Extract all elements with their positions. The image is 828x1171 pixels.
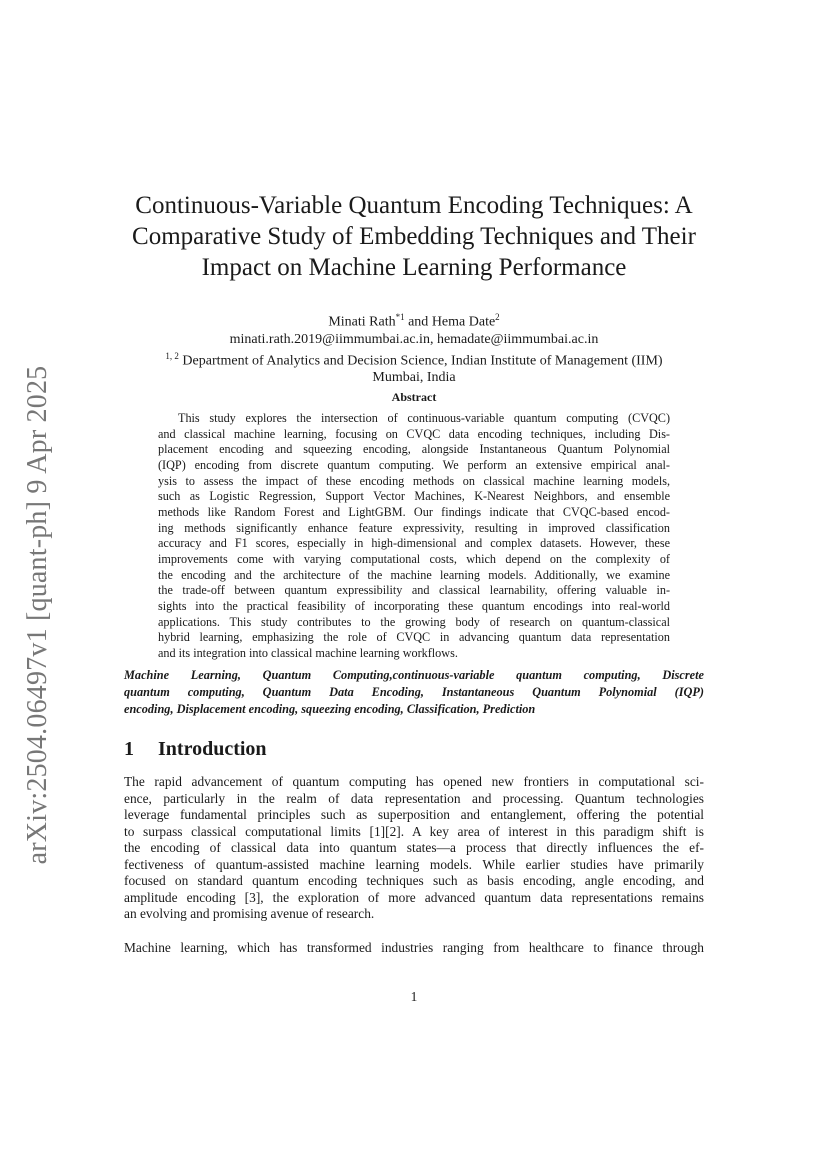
- section-number: 1: [124, 738, 134, 760]
- abstract-line: accuracy and F1 scores, especially in high-dimensional and complex datasets. However, these: [158, 536, 670, 551]
- abstract-line: (IQP) encoding from discrete quantum computing. We perform an extensive empirical anal-: [158, 457, 670, 472]
- paragraph-line: Machine learning, which has transformed industries ranging from healthcare to finance through: [124, 940, 704, 955]
- abstract-body: [158, 411, 670, 662]
- paragraph-line: to surpass classical computational limits [1][2]. A key area of interest in this paradigm shift is: [124, 823, 704, 839]
- abstract-line: and its integration into classical machine learning workflows.: [158, 645, 458, 660]
- paragraph-line: an evolving and promising avenue of research.: [124, 906, 375, 921]
- author-1-marker: *1: [395, 312, 405, 322]
- abstract-line: improvements come with varying computational costs, which depend on the complexity of: [158, 551, 670, 566]
- keywords-line: encoding, Displacement encoding, squeezing encoding, Classification, Prediction: [124, 702, 536, 717]
- title-line: Continuous-Variable Quantum Encoding Techniques: A: [135, 192, 693, 219]
- paragraph-line: focused on standard quantum encoding techniques such as basis encoding, angle encoding, and: [124, 873, 704, 888]
- author-affiliation: [124, 348, 704, 370]
- affiliation-text: Department of Analytics and Decision Science, Indian Institute of Management (IIM): [182, 353, 663, 369]
- paragraph-line: leverage fundamental principles such as superposition and entanglement, offering the potential: [124, 807, 704, 822]
- author-1: Minati Rath: [328, 314, 396, 330]
- abstract-line: the trade-off between quantum expressibility and classical learnability, offering valuable in-: [158, 583, 670, 598]
- abstract-line: the encoding and the architecture of the machine learning models. Additionally, we examine: [158, 567, 670, 582]
- author-emails: minati.rath.2019@iimmumbai.ac.in, hemadate@iimmumbai.ac.in: [229, 331, 599, 347]
- author-block: [124, 309, 704, 386]
- abstract-line: and classical machine learning, focusing on CVQC data encoding techniques, including Dis-: [158, 426, 670, 441]
- affiliation-marker: 1, 2: [165, 350, 179, 361]
- abstract-line: hybrid learning, emphasizing the role of CVQC in advancing quantum data representation: [158, 630, 670, 645]
- abstract-line: methods like Random Forest and LightGBM. Our findings indicate that CVQC-based encod-: [158, 504, 670, 519]
- abstract-heading: Abstract: [391, 390, 437, 404]
- paragraph-line: amplitude encoding [3], the exploration of more advanced quantum data representations remains: [124, 889, 704, 905]
- abstract-line: sights into the practical feasibility of incorporating these quantum encodings into real-world: [158, 598, 670, 613]
- abstract-line: applications. This study contributes to the growing body of research on quantum-classical: [158, 614, 670, 629]
- intro-paragraph: [124, 940, 704, 957]
- abstract-line: ing methods significantly enhance feature expressivity, resulting in improved classification: [158, 520, 670, 535]
- keywords-line: quantum computing, Quantum Data Encoding, Instantaneous Quantum Polynomial (IQP): [124, 685, 704, 700]
- section-title: Introduction: [158, 738, 267, 760]
- abstract-line: placement encoding and squeezing encoding, alongside Instantaneous Quantum Polynomial: [158, 442, 670, 457]
- arxiv-sidebar-stamp: [10, 360, 66, 870]
- author-location: Mumbai, India: [372, 370, 456, 386]
- title-line: Impact on Machine Learning Performance: [201, 254, 627, 281]
- abstract-line: ysis to assess the impact of these encoding methods on classical machine learning models,: [158, 473, 670, 488]
- abstract-line: This study explores the intersection of continuous-variable quantum computing (CVQC): [178, 411, 670, 425]
- author-names: [124, 309, 704, 331]
- keywords-line: Machine Learning, Quantum Computing,continuous-variable quantum computing, Discrete: [124, 668, 704, 682]
- page-number: 1: [410, 989, 418, 1004]
- keywords: [124, 667, 704, 719]
- paragraph-line: fectiveness of quantum-assisted machine learning models. While earlier studies have primarily: [124, 856, 704, 872]
- arxiv-identifier: arXiv:2504.06497v1 [quant-ph] 9 Apr 2025: [22, 365, 53, 865]
- author-2-marker: 2: [495, 312, 500, 322]
- intro-paragraph: [124, 774, 704, 923]
- section-heading-introduction: [124, 738, 267, 761]
- abstract-line: such as Logistic Regression, Support Vector Machines, K-Nearest Neighbors, and ensemble: [158, 489, 670, 504]
- paper-title: [124, 190, 704, 283]
- paragraph-line: The rapid advancement of quantum computing has opened new frontiers in computational sci-: [124, 774, 704, 789]
- paragraph-line: ence, particularly in the realm of data representation and processing. Quantum technologies: [124, 790, 704, 806]
- author-conjunction: and: [408, 314, 429, 330]
- paragraph-line: the encoding of classical data into quantum states—a process that directly influences the ef-: [124, 840, 704, 855]
- author-2: Hema Date: [431, 314, 496, 330]
- title-line: Comparative Study of Embedding Techniques and Their: [132, 223, 696, 250]
